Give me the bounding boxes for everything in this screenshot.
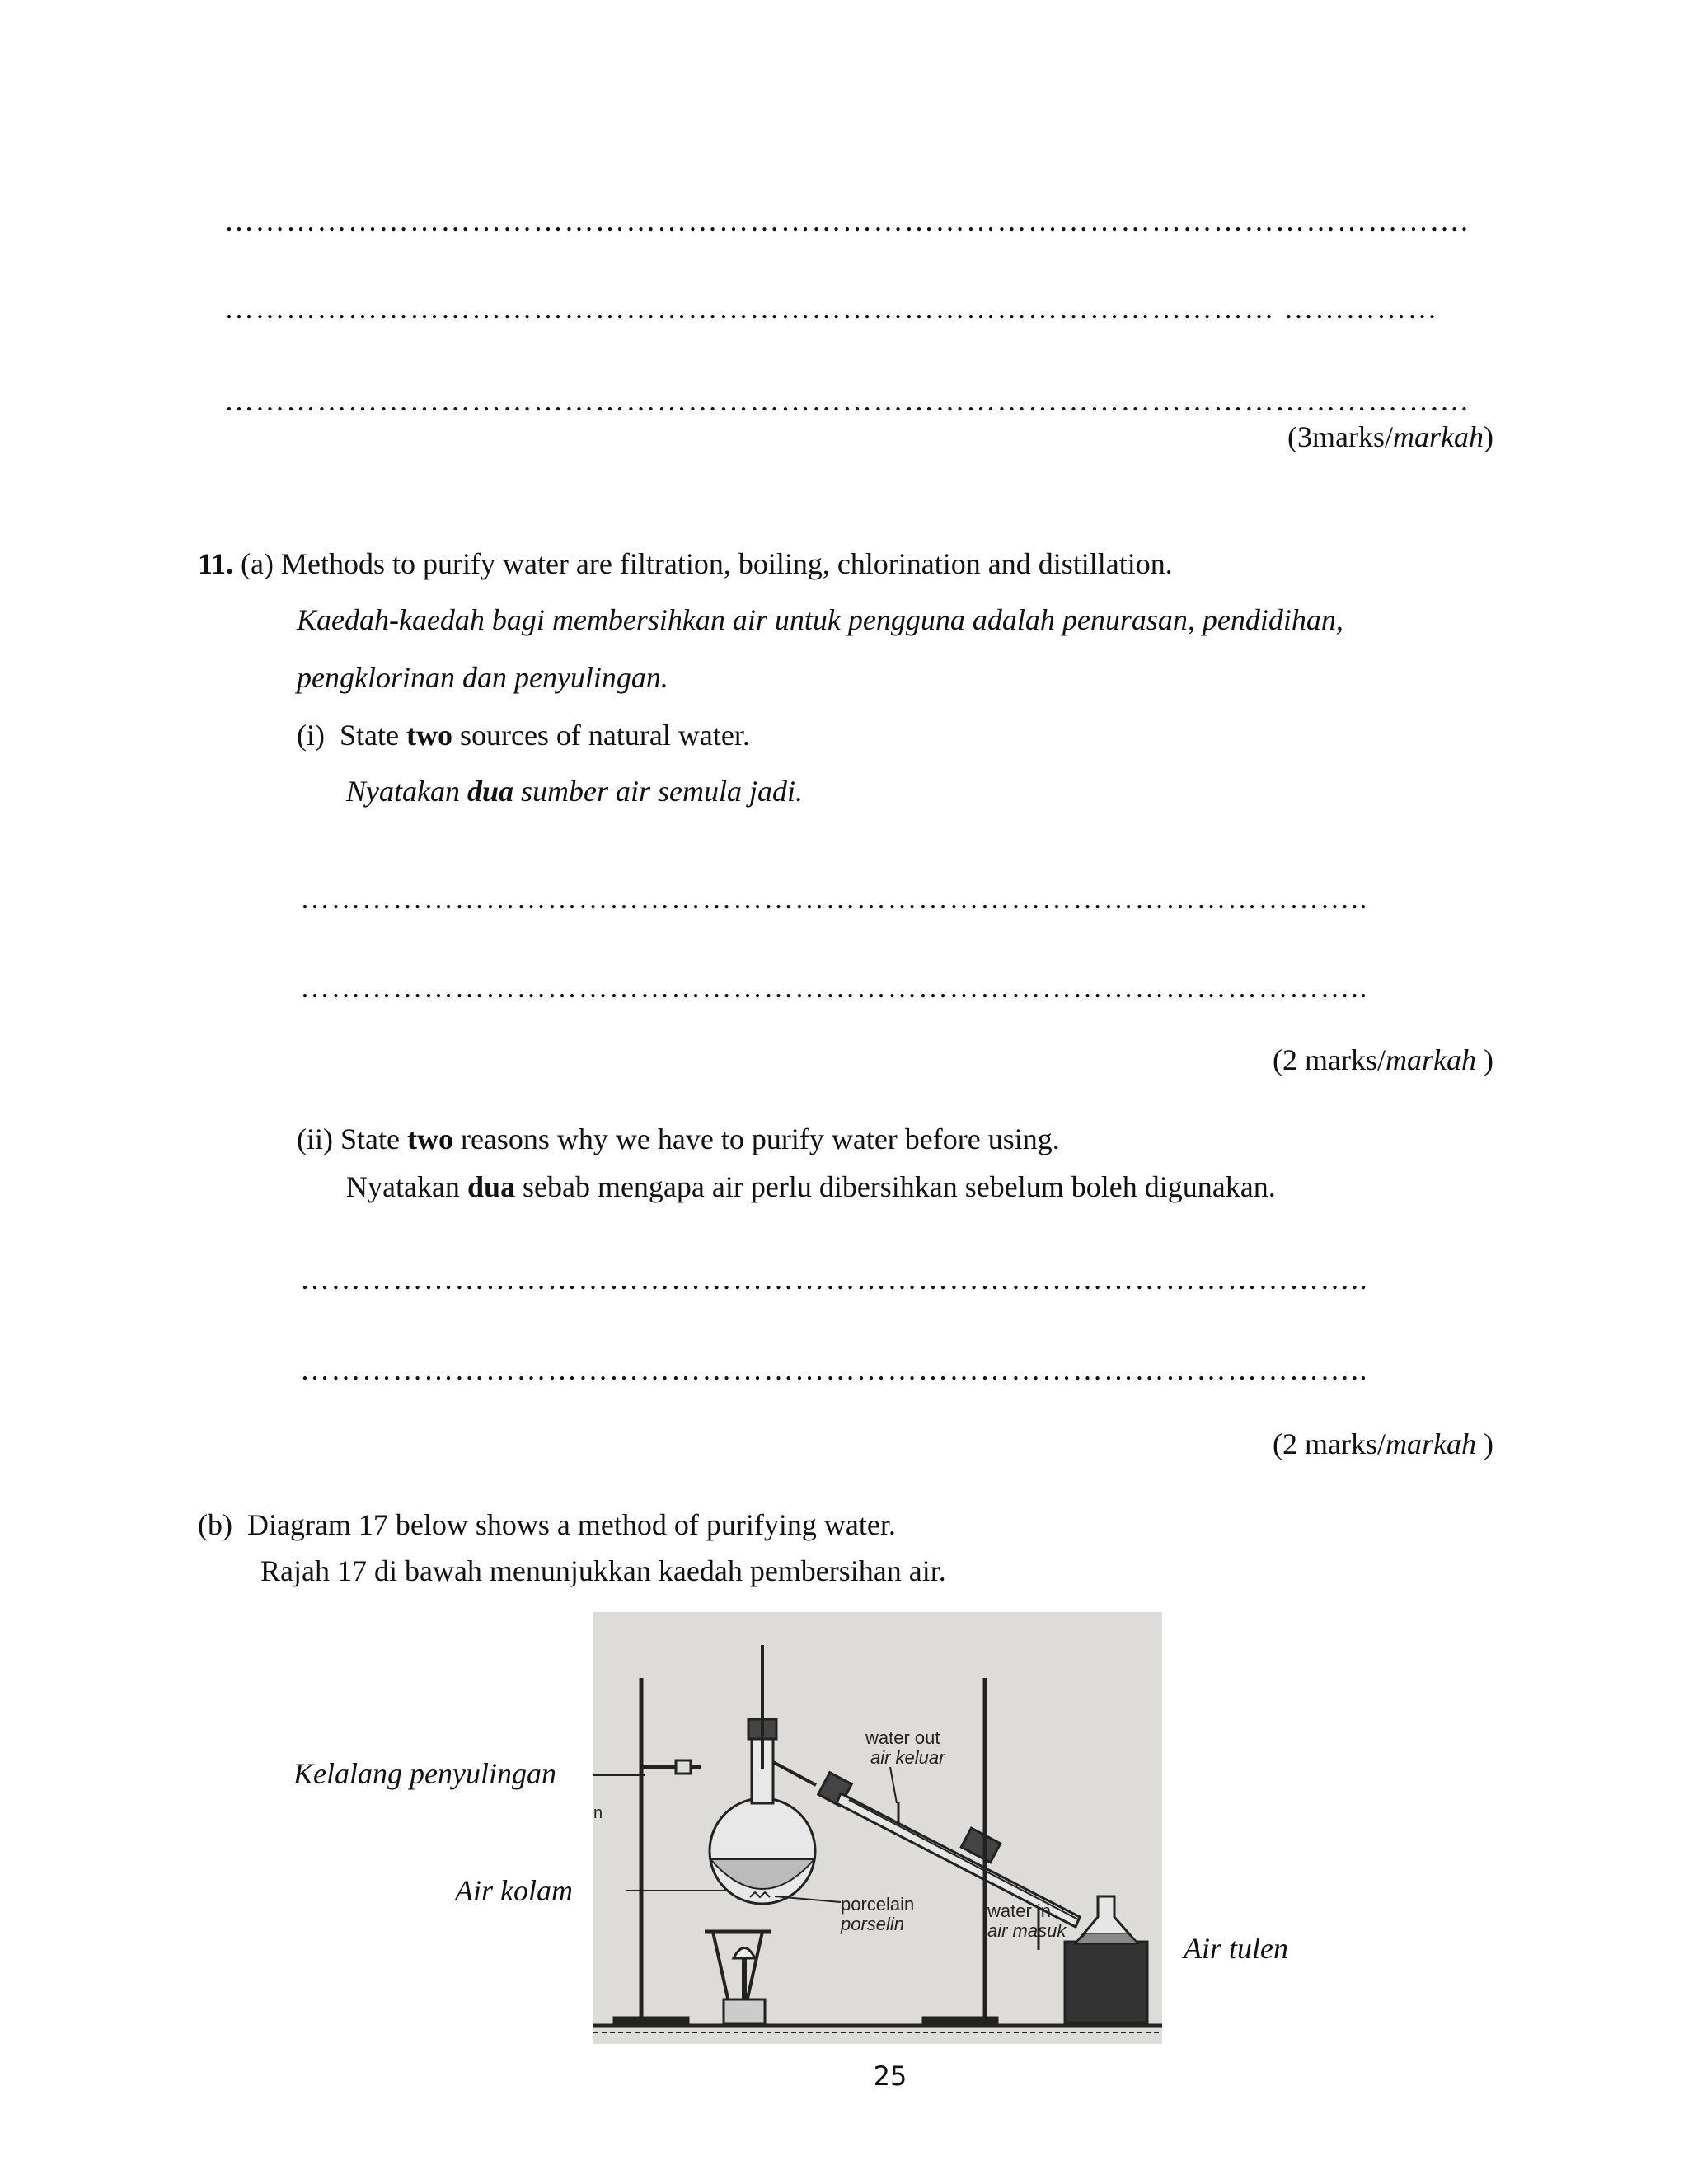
question-number: 11.: [198, 547, 234, 580]
distillation-apparatus-drawing: [593, 1612, 1162, 2044]
answer-line[interactable]: …………………………………………………………………………………………..: [300, 971, 1368, 1004]
answer-line[interactable]: …………………………………………………………………………………………..: [300, 1353, 1368, 1386]
label-n: n: [593, 1804, 603, 1822]
answer-line[interactable]: …………………………………………………………………………………………..: [300, 882, 1368, 915]
question-11-b-malay: Rajah 17 di bawah menunjukkan kaedah pembersihan air.: [260, 1554, 946, 1587]
label-distillation-flask: Kelalang penyulingan: [293, 1757, 556, 1790]
label-porcelain: porcelain: [841, 1894, 915, 1915]
question-11-stem-malay-cont: pengklorinan dan penyulingan.: [297, 661, 668, 694]
label-pond-water: Air kolam: [455, 1874, 573, 1907]
label-pure-water: Air tulen: [1184, 1932, 1288, 1965]
answer-line[interactable]: ………………………………………………………………………………………… ……………: [224, 292, 1438, 325]
page-number: 25: [873, 2060, 907, 2092]
label-water-out: water out: [865, 1727, 940, 1748]
distillation-diagram: [593, 1612, 1162, 2044]
question-11-stem-malay: Kaedah-kaedah bagi membersihkan air untuk pengguna adalah penurasan, pendidihan,: [297, 603, 1343, 636]
marks-allocation: (2 marks/markah ): [1273, 1427, 1493, 1460]
marks-allocation: (3marks/markah): [1287, 420, 1493, 453]
answer-line[interactable]: ………………………………………………………………………………………………………….: [224, 384, 1470, 417]
label-porselin: porselin: [841, 1914, 905, 1934]
subquestion-ii-malay: Nyatakan dua sebab mengapa air perlu dibersihkan sebelum boleh digunakan.: [346, 1170, 1276, 1203]
label-air-keluar: air keluar: [870, 1747, 945, 1768]
subquestion-i-malay: Nyatakan dua sumber air semula jadi.: [346, 775, 804, 808]
answer-line[interactable]: ………………………………………………………………………………………………………….: [224, 204, 1470, 237]
answer-line[interactable]: …………………………………………………………………………………………..: [300, 1263, 1368, 1296]
question-11-stem: 11. (a) Methods to purify water are filtration, boiling, chlorination and distillation.: [198, 547, 1173, 580]
label-air-masuk: air masuk: [987, 1920, 1067, 1941]
question-11-b: (b) Diagram 17 below shows a method of purifying water.: [198, 1508, 896, 1541]
label-water-in: water in: [987, 1900, 1052, 1921]
marks-allocation: (2 marks/markah ): [1273, 1043, 1493, 1076]
subquestion-i: (i) State two sources of natural water.: [297, 719, 750, 752]
subquestion-ii: (ii) State two reasons why we have to purify water before using.: [297, 1122, 1060, 1155]
